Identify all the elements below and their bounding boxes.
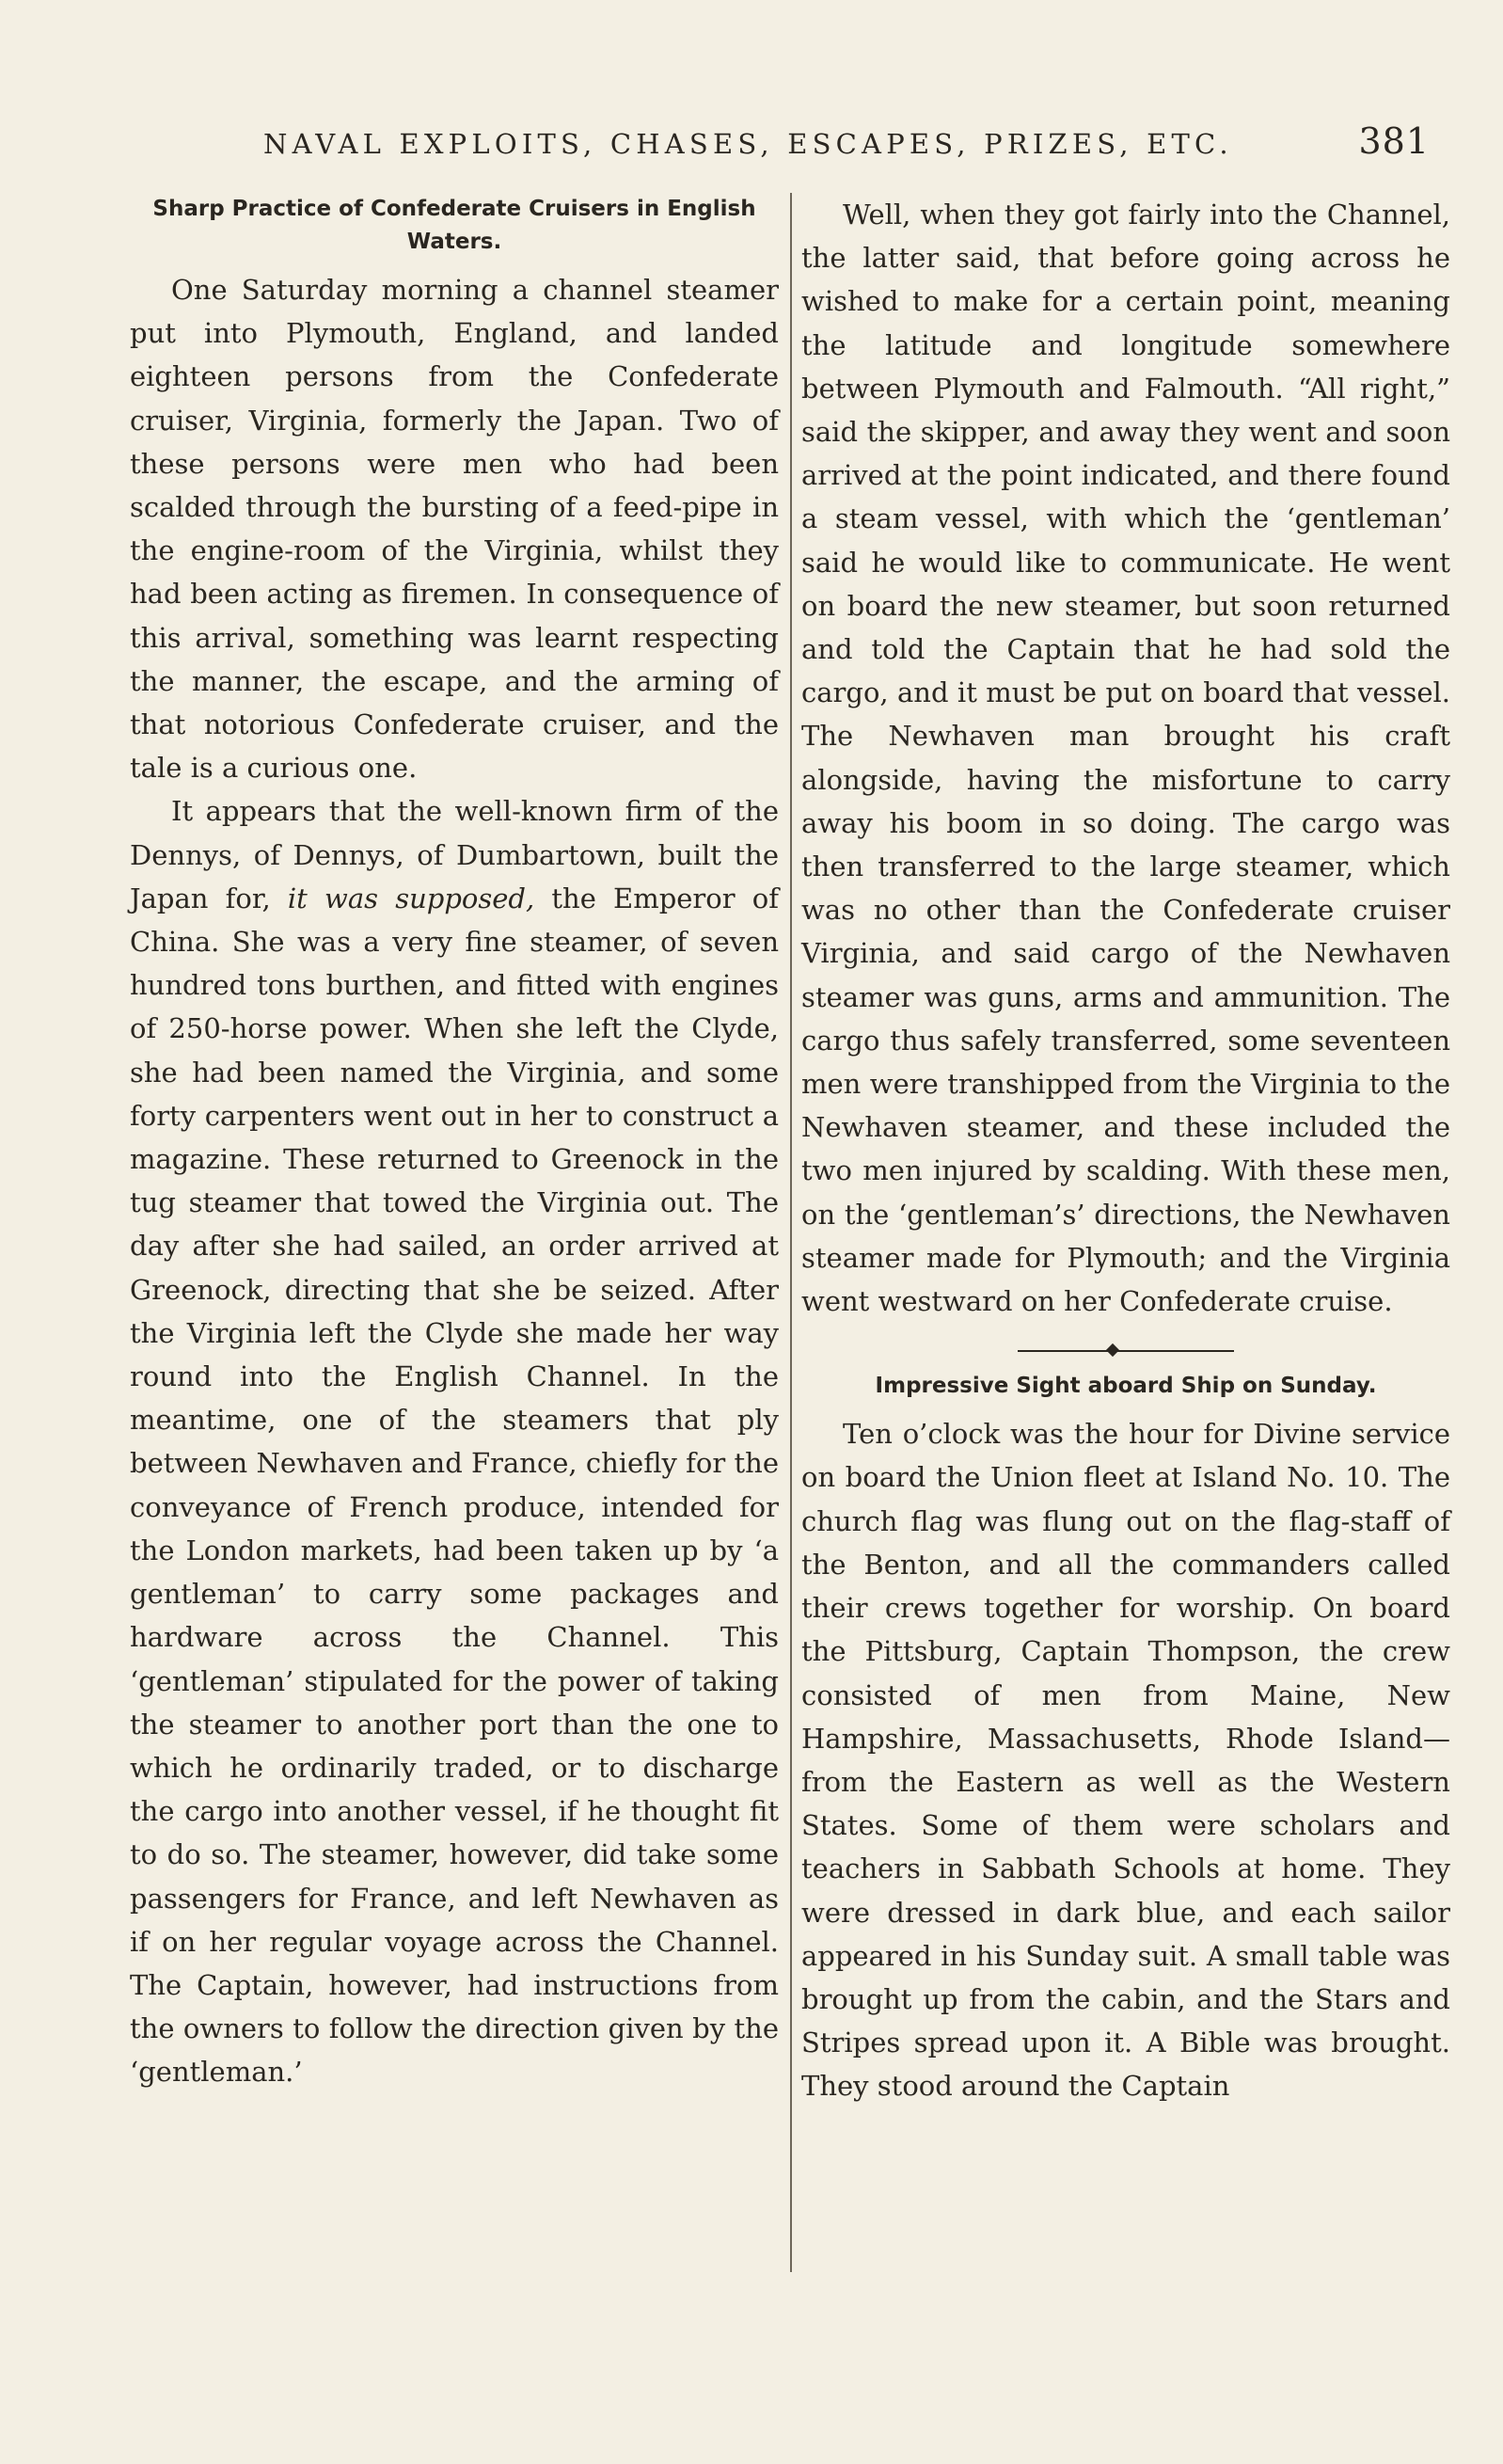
article-paragraph: Ten o’clock was the hour for Divine service on board the Union fleet at Island No. 10. The church flag was flung out on the flag-staff of the Benton, and all the commanders called their crews together for worship. On board the Pittsburg, Captain Thompson, the crew consisted of men from Maine, New Hampshire, Massachusetts, Rhode Island—from the Eastern as well as the Western States. Some of them were scholars and teachers in Sabbath Schools at home. They were dressed in dark blue, and each sailor appeared in his Sunday suit. A small table was brought up from the cabin, and the Stars and Stripes spread upon it. A Bible was brought. They stood around the Captain (801, 1418, 1450, 2103)
running-title: NAVAL EXPLOITS, CHASES, ESCAPES, PRIZES, ETC. (263, 128, 1233, 160)
divider-line (1018, 1350, 1234, 1352)
divider-ornament-icon (1106, 1343, 1119, 1357)
paragraph-text: It appears that the well-known firm of the Dennys, of Dennys, of Dumbartown, built the Japan for, (130, 795, 779, 914)
section-divider (1018, 1340, 1234, 1362)
column-divider (790, 193, 792, 2272)
article-paragraph: One Saturday morning a channel steamer put into Plymouth, England, and landed eighteen persons from the Confederate cruiser, Virginia, formerly the Japan. Two of these persons were men who had been scalded through the bursting of a feed-pipe in the engine-room of the Virginia, whilst they had been acting as firemen. In consequence of this arrival, something was learnt respecting the manner, the escape, and the arming of that notorious Confederate cruiser, and the tale is a curious one. (130, 274, 779, 785)
right-column (801, 193, 1450, 2108)
paragraph-text: the Emperor of China. She was a very fine steamer, of seven hundred tons burthen, and fitted with engines of 250-horse power. When she left the Clyde, she had been named the Virginia, and some forty carpenters went out in her to construct a magazine. These returned to Greenock in the tug steamer that towed the Virginia out. The day after she had sailed, an order arrived at Greenock, directing that she be seized. After the Virginia left the Clyde she made her way round into the English Channel. In the meantime, one of the steamers that ply between Newhaven and France, chiefly for the conveyance of French produce, intended for the London markets, had been taken up by ‘a gentleman’ to carry some packages and hardware across the Channel. This ‘gentleman’ stipulated for the power of taking the steamer to another port than the one to which he ordinarily traded, or to discharge the cargo into another vessel, if he thought fit to do so. The steamer, however, did take some passengers for France, and left Newhaven as if on her regular voyage across the Channel. The Captain, however, had instructions from the owners to follow the direction given by the ‘gentleman.’ (130, 882, 779, 2089)
article-paragraph (130, 789, 779, 2093)
article-heading: Sharp Practice of Confederate Cruisers in English Waters. (152, 197, 756, 254)
running-head (263, 120, 1430, 167)
article-paragraph: Well, when they got fairly into the Channel, the latter said, that before going across he wished to make for a certain point, meaning the latitude and longitude somewhere between Plymouth and Falmouth. “All right,” said the skipper, and away they went and soon arrived at the point indicated, and there found a steam vessel, with which the ‘gentleman’ said he would like to communicate. He went on board the new steamer, but soon returned and told the Captain that he had sold the cargo, and it must be put on board that vessel. The Newhaven man brought his craft alongside, having the misfortune to carry away his boom in so doing. The cargo was then transferred to the large steamer, which was no other than the Confederate cruiser Virginia, and said cargo of the Newhaven steamer was guns, arms and ammunition. The cargo thus safely transferred, some seventeen men were transhipped from the Virginia to the Newhaven steamer, and these included the two men injured by scalding. With these men, on the ‘gentleman’s’ directions, the Newhaven steamer made for Plymouth; and the Virginia went westward on her Confederate cruise. (801, 199, 1450, 1318)
left-column (130, 193, 779, 2094)
page-number: 381 (1358, 120, 1430, 162)
italic-phrase: it was supposed, (287, 882, 535, 914)
article-heading: Impressive Sight aboard Ship on Sunday. (875, 1374, 1377, 1399)
